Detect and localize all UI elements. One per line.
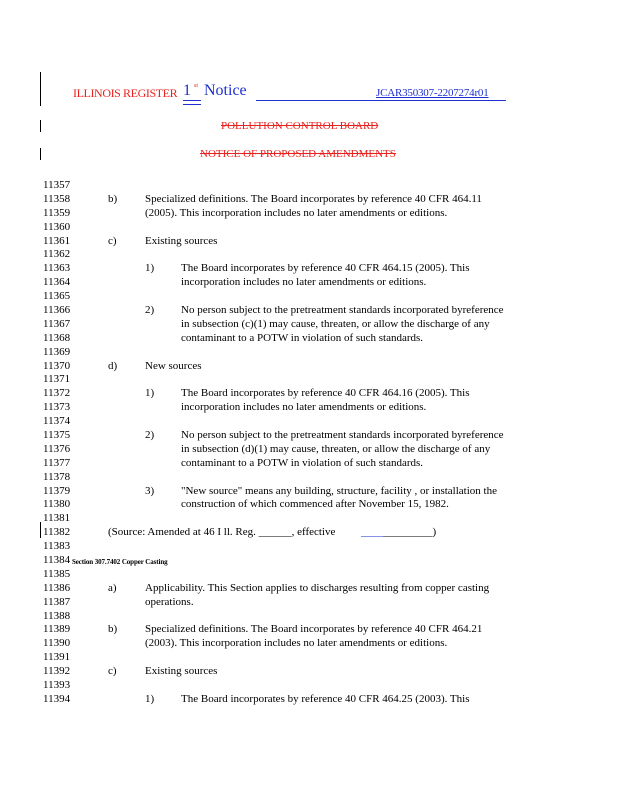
subsection-label: c) <box>108 234 117 247</box>
document-line <box>43 401 603 414</box>
paragraph-text: operations. <box>145 595 194 608</box>
document-line <box>43 373 603 386</box>
document-line <box>43 526 603 539</box>
paragraph-text: Specialized definitions. The Board incorporates by reference 40 CFR 464.11 <box>145 192 482 205</box>
document-line <box>43 346 603 359</box>
subsection-label: 2) <box>145 304 155 316</box>
document-line <box>43 318 603 331</box>
line-number: 11373 <box>43 401 71 414</box>
line-number: 11386 <box>43 581 71 594</box>
line-number: 11367 <box>43 317 71 330</box>
line-number: 11372 <box>43 387 71 400</box>
paragraph-text: The Board incorporates by reference 40 CFR 464.16 (2005). This <box>181 387 470 400</box>
source-effective-date-blank: _________) <box>383 526 437 539</box>
paragraph-text: (2005). This incorporation includes no later amendments or editions. <box>145 206 448 219</box>
paragraph-text: No person subject to the pretreatment standards incorporated byreference <box>181 429 504 442</box>
board-title: POLLUTION CONTROL BOARD <box>221 120 379 132</box>
line-number: 11383 <box>43 540 71 553</box>
source-note: (Source: Amended at 46 I ll. Reg. ______, effective <box>108 526 336 539</box>
change-bar <box>40 148 41 160</box>
document-line <box>43 679 603 692</box>
paragraph-text: Specialized definitions. The Board incorporates by reference 40 CFR 464.21 <box>145 623 483 636</box>
subsection-label: b) <box>108 623 118 636</box>
paragraph-text: construction of which commenced after November 15, 1982. <box>181 498 449 511</box>
line-number: 11363 <box>43 262 71 275</box>
document-line <box>43 665 603 678</box>
document-line <box>43 304 603 317</box>
document-line <box>43 637 603 650</box>
line-number: 11378 <box>43 470 71 483</box>
document-line <box>43 415 603 428</box>
line-number: 11368 <box>43 331 71 344</box>
document-line <box>43 235 603 248</box>
line-number: 11365 <box>43 290 71 303</box>
paragraph-text: Existing sources <box>145 234 218 247</box>
line-number: 11369 <box>43 345 71 358</box>
source-effective-date-link: ____ <box>361 526 383 539</box>
document-line <box>43 457 603 470</box>
subsection-label: 1) <box>145 262 155 275</box>
line-number: 11387 <box>43 595 71 608</box>
page-number-suffix: st <box>194 83 199 89</box>
line-number: 11362 <box>43 248 71 261</box>
paragraph-text: The Board incorporates by reference 40 CFR 464.25 (2003). This <box>181 692 470 705</box>
line-number: 11391 <box>43 651 71 664</box>
paragraph-text: Applicability. This Section applies to discharges resulting from copper casting <box>145 581 490 594</box>
document-line <box>43 582 603 595</box>
line-number: 11358 <box>43 192 71 205</box>
document-line <box>43 429 603 442</box>
document-line <box>43 248 603 261</box>
line-number: 11393 <box>43 679 71 692</box>
page-number-underline <box>183 104 201 105</box>
line-number: 11361 <box>43 234 71 247</box>
line-number: 11370 <box>43 359 71 372</box>
document-line <box>43 471 603 484</box>
subsection-label: c) <box>108 665 117 678</box>
paragraph-text: incorporation includes no later amendments or editions. <box>181 401 427 414</box>
notice-title: NOTICE OF PROPOSED AMENDMENTS <box>200 148 396 160</box>
notice-label: Notice <box>204 82 247 99</box>
line-number: 11359 <box>43 206 71 219</box>
line-number: 11374 <box>43 415 71 428</box>
document-line <box>43 485 603 498</box>
subsection-label: 2) <box>145 429 155 442</box>
change-bar <box>40 522 41 538</box>
paragraph-text: New sources <box>145 359 202 372</box>
line-number: 11375 <box>43 429 71 442</box>
change-bar <box>40 72 41 106</box>
change-bar <box>40 120 41 132</box>
line-number: 11379 <box>43 484 71 497</box>
document-line <box>43 554 603 567</box>
register-title: ILLINOIS REGISTER <box>73 86 178 100</box>
paragraph-text: incorporation includes no later amendments or editions. <box>181 276 427 289</box>
line-number: 11388 <box>43 609 71 622</box>
document-line <box>43 651 603 664</box>
page-number-underline <box>183 100 201 101</box>
paragraph-text: in subsection (c)(1) may cause, threaten, or allow the discharge of any <box>181 317 490 330</box>
document-line <box>43 512 603 525</box>
subsection-label: a) <box>108 581 117 594</box>
document-line <box>43 290 603 303</box>
document-line <box>43 221 603 234</box>
document-line <box>43 443 603 456</box>
paragraph-text: "New source" means any building, structure, facility , or installation the <box>181 484 497 497</box>
line-number: 11384 <box>43 554 71 567</box>
line-number: 11366 <box>43 304 71 316</box>
subsection-label: 3) <box>145 484 155 497</box>
subsection-label: d) <box>108 359 118 372</box>
line-number: 11380 <box>43 498 71 511</box>
subsection-label: b) <box>108 192 118 205</box>
line-number: 11390 <box>43 637 71 650</box>
line-number: 11357 <box>43 179 71 191</box>
line-number: 11389 <box>43 623 71 636</box>
document-line <box>43 276 603 289</box>
document-line <box>43 262 603 275</box>
section-heading: Section 307.7402 Copper Casting <box>72 558 168 567</box>
paragraph-text: in subsection (d)(1) may cause, threaten, or allow the discharge of any <box>181 442 491 455</box>
document-line <box>43 568 603 581</box>
paragraph-text: The Board incorporates by reference 40 CFR 464.15 (2005). This <box>181 262 470 275</box>
jcar-number: JCAR350307-2207274r01 <box>376 87 489 99</box>
subsection-label: 1) <box>145 387 155 400</box>
line-number: 11371 <box>43 373 71 386</box>
document-line <box>43 387 603 400</box>
paragraph-text: Existing sources <box>145 665 218 678</box>
document-line <box>43 207 603 220</box>
page-number: 1 <box>183 82 191 99</box>
line-number: 11392 <box>43 665 71 678</box>
line-number: 11381 <box>43 512 71 525</box>
document-line <box>43 693 603 706</box>
document-line <box>43 332 603 345</box>
line-number: 11377 <box>43 456 71 469</box>
document-line <box>43 623 603 636</box>
line-number: 11394 <box>43 692 71 705</box>
document-line <box>43 596 603 609</box>
document-line <box>43 360 603 373</box>
document-line <box>43 540 603 553</box>
paragraph-text: (2003). This incorporation includes no later amendments or editions. <box>145 637 448 650</box>
paragraph-text: contaminant to a POTW in violation of such standards. <box>181 331 424 344</box>
line-number: 11360 <box>43 220 71 233</box>
subsection-label: 1) <box>145 692 155 705</box>
line-number: 11364 <box>43 276 71 289</box>
document-line <box>43 179 603 192</box>
line-number: 11382 <box>43 526 71 539</box>
notice-underline <box>256 100 376 101</box>
line-number: 11385 <box>43 567 71 580</box>
document-line <box>43 498 603 511</box>
paragraph-text: contaminant to a POTW in violation of such standards. <box>181 456 424 469</box>
paragraph-text: No person subject to the pretreatment standards incorporated byreference <box>181 304 504 316</box>
document-line <box>43 193 603 206</box>
line-number: 11376 <box>43 442 71 455</box>
document-line <box>43 610 603 623</box>
jcar-underline <box>376 100 506 101</box>
